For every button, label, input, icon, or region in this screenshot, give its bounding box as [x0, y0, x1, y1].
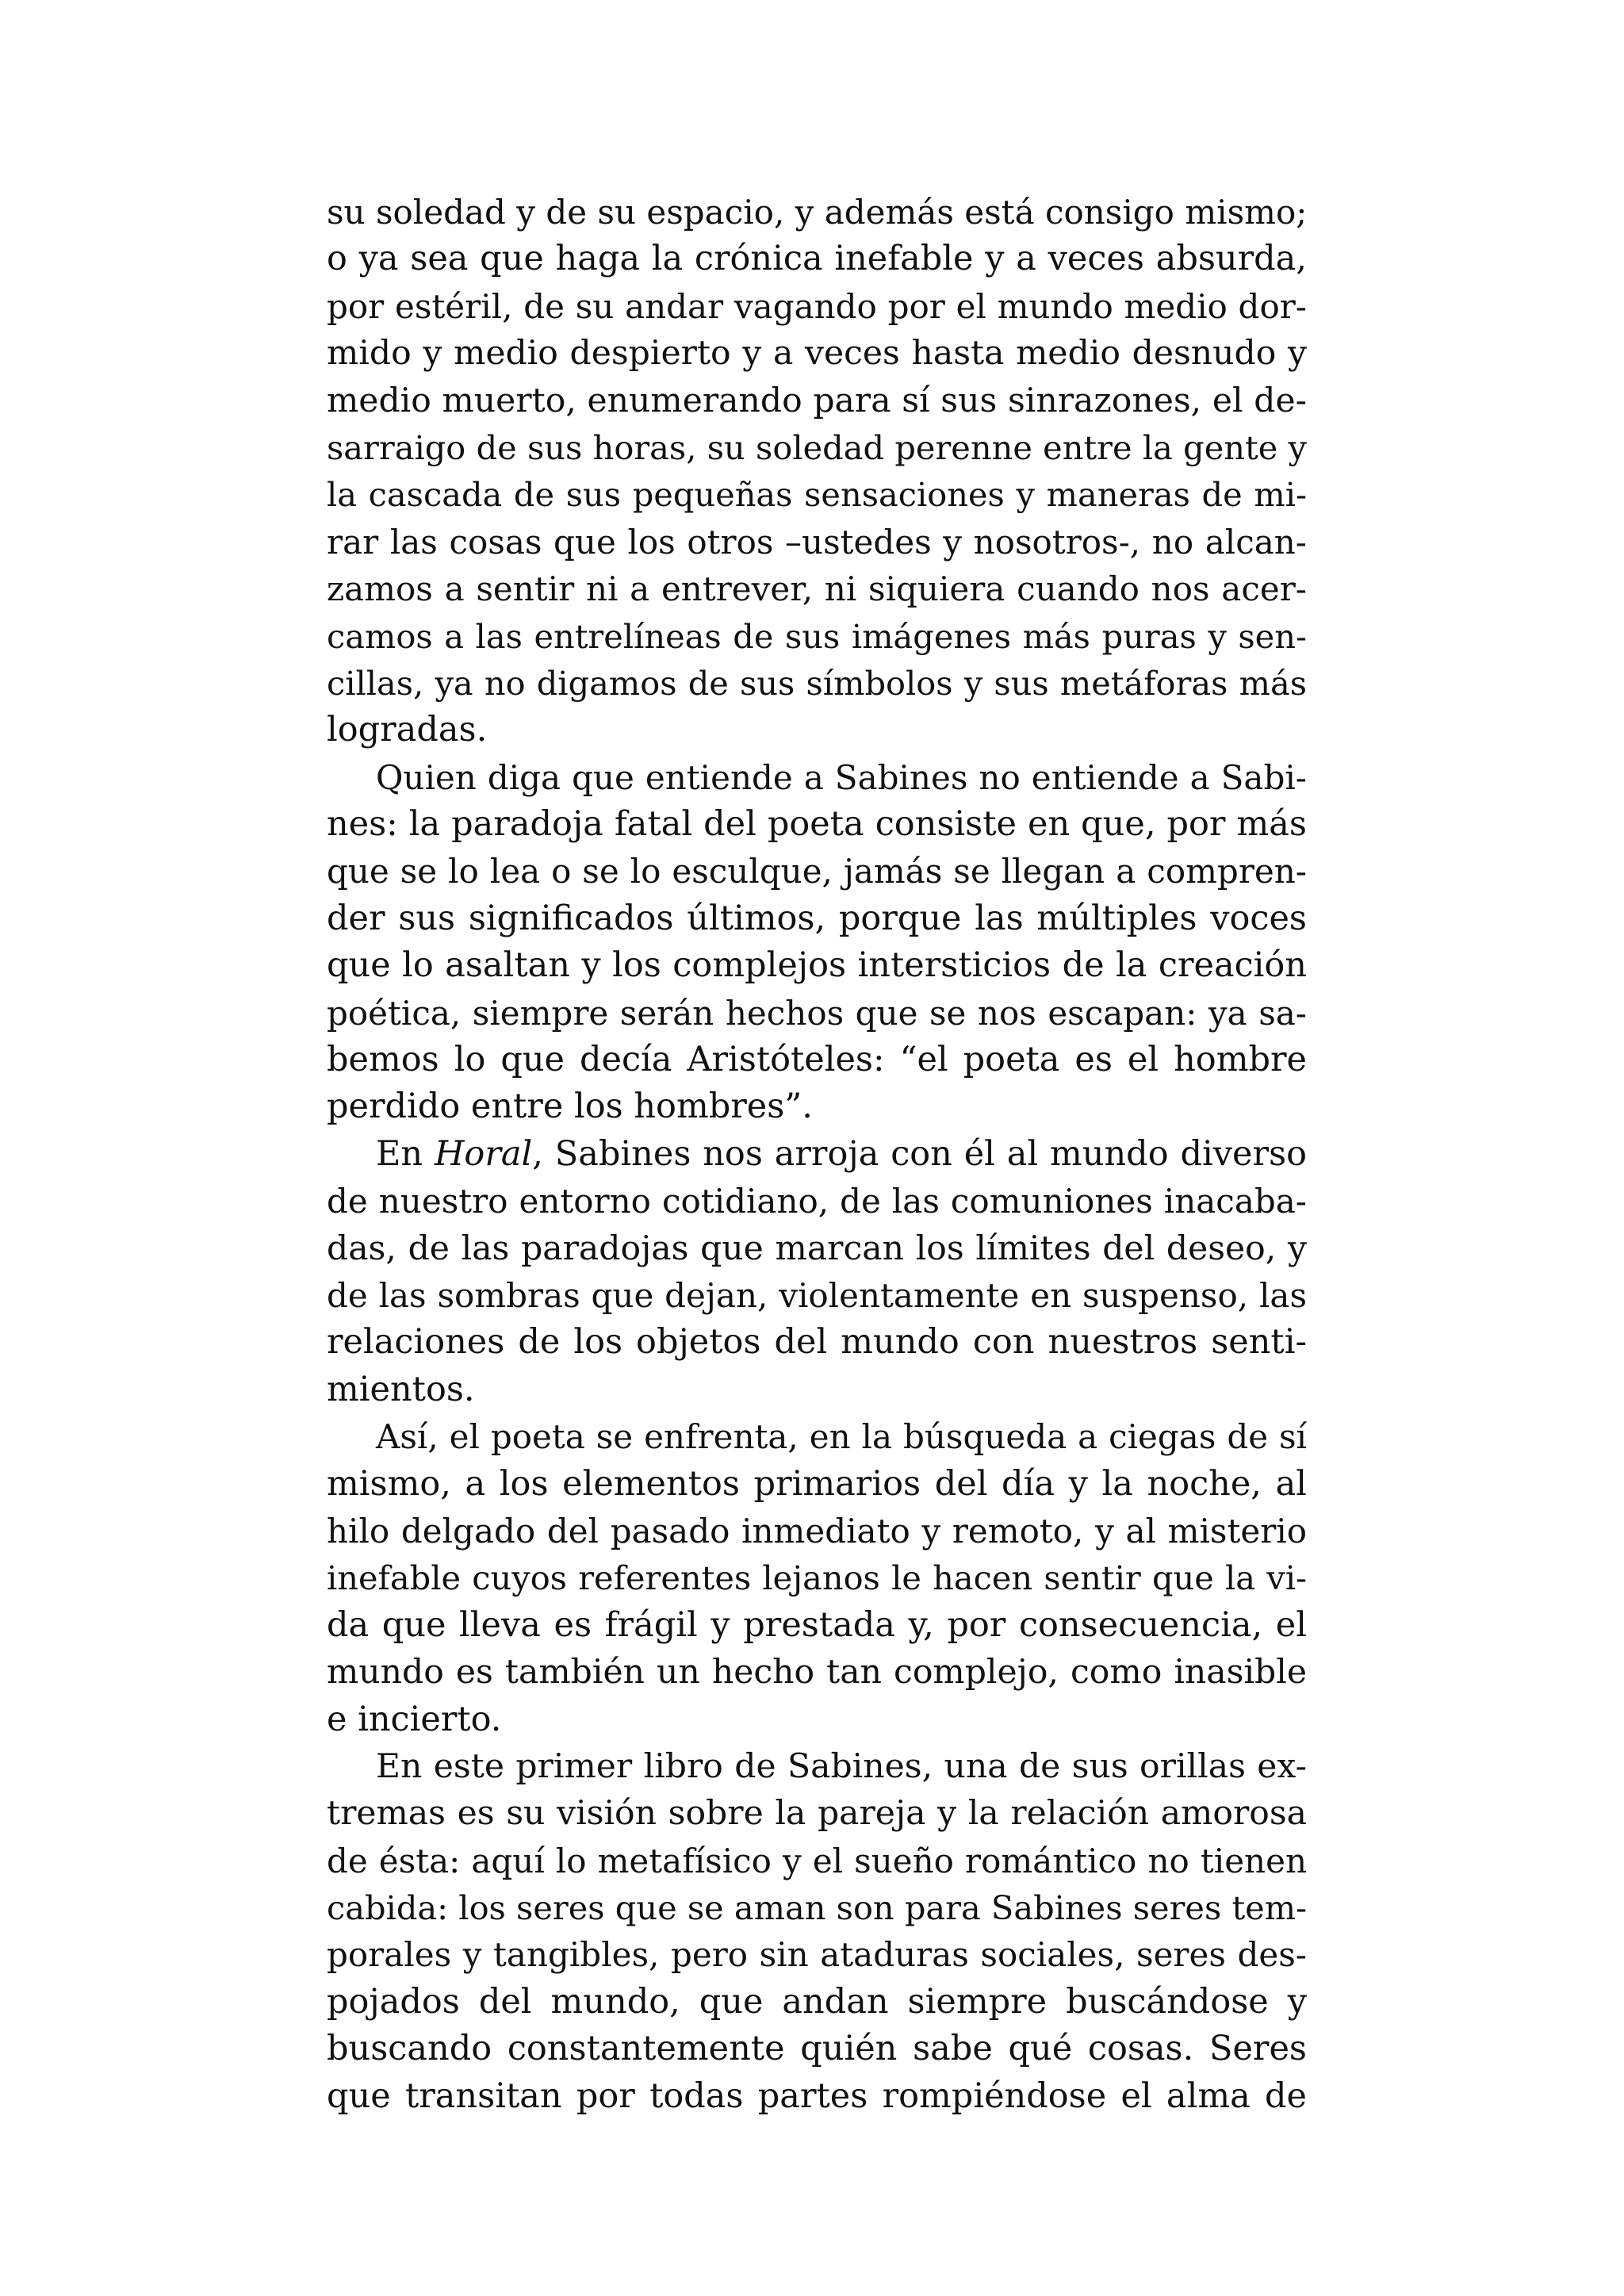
- paragraph-first-line: Así, el poeta se enfrenta, en la búsqueda a ciegas de sí: [376, 1417, 1307, 1457]
- text-line: bemos lo que decía Aristóteles: “el poeta es el hombre: [327, 1040, 1307, 1080]
- text-line: porales y tangibles, pero sin ataduras sociales, seres des-: [327, 1935, 1307, 1975]
- text-line: la cascada de sus pequeñas sensaciones y maneras de mi-: [327, 475, 1307, 515]
- line-lead: En: [376, 1133, 435, 1174]
- text-line: camos a las entrelíneas de sus imágenes más puras y sen-: [327, 616, 1307, 656]
- line-rest: , Sabines nos arroja con él al mundo diverso: [532, 1133, 1307, 1174]
- text-line: e incierto.: [327, 1699, 502, 1739]
- text-line: buscando constantemente quién sabe qué cosas. Seres: [327, 2029, 1307, 2069]
- text-line: mientos.: [327, 1369, 475, 1409]
- text-line: perdido entre los hombres”.: [327, 1087, 813, 1127]
- text-line: mismo, a los elementos primarios del día y la noche, al: [327, 1463, 1307, 1504]
- text-line: de ésta: aquí lo metafísico y el sueño romántico no tienen: [327, 1841, 1307, 1880]
- text-line: que lo asaltan y los complejos intersticios de la creación: [327, 945, 1307, 986]
- text-line: de nuestro entorno cotidiano, de las comuniones inacaba-: [327, 1182, 1307, 1221]
- text-line: pojados del mundo, que andan siempre buscándose y: [327, 1981, 1307, 2022]
- page-body: [327, 189, 1307, 2120]
- text-line: da que lleva es frágil y prestada y, por consecuencia, el: [327, 1604, 1307, 1645]
- text-line: poética, siempre serán hechos que se nos escapan: ya sa-: [327, 993, 1307, 1033]
- text-line: das, de las paradojas que marcan los límites del deseo, y: [327, 1228, 1307, 1268]
- text-line: tremas es su visión sobre la pareja y la relación amorosa: [327, 1794, 1307, 1834]
- text-line: medio muerto, enumerando para sí sus sinrazones, el de-: [327, 381, 1307, 420]
- paragraph-first-line: [327, 1131, 1307, 1178]
- text-line: hilo delgado del pasado inmediato y remoto, y al misterio: [327, 1511, 1307, 1550]
- text-line: que se lo lea o se lo esculque, jamás se llegan a compren-: [327, 852, 1307, 891]
- text-line: o ya sea que haga la crónica inefable y a veces absurda,: [327, 239, 1307, 279]
- book-title-horal: Horal: [434, 1133, 533, 1174]
- text-line: su soledad y de su espacio, y además está consigo mismo;: [327, 193, 1308, 232]
- text-line: zamos a sentir ni a entrever, ni siquiera cuando nos acer-: [327, 569, 1307, 609]
- text-line: cillas, ya no digamos de sus símbolos y sus metáforas más: [327, 663, 1307, 703]
- text-line: rar las cosas que los otros –ustedes y nosotros-, no alcan-: [327, 522, 1307, 562]
- text-line: por estéril, de su andar vagando por el mundo medio dor-: [327, 286, 1307, 326]
- text-line: sarraigo de sus horas, su soledad perenne entre la gente y: [327, 427, 1307, 467]
- text-line: inefable cuyos referentes lejanos le hacen sentir que la vi-: [327, 1558, 1307, 1598]
- text-line: mido y medio despierto y a veces hasta medio desnudo y: [327, 334, 1307, 374]
- text-line: mundo es también un hecho tan complejo, como inasible: [327, 1653, 1307, 1692]
- paragraph-first-line: En este primer libro de Sabines, una de sus orillas ex-: [376, 1746, 1307, 1786]
- text-line: nes: la paradoja fatal del poeta consiste en que, por más: [327, 804, 1307, 845]
- text-line: der sus significados últimos, porque las múltiples voces: [327, 898, 1307, 938]
- text-line: relaciones de los objetos del mundo con nuestros senti-: [327, 1322, 1307, 1363]
- text-line: que transitan por todas partes rompiéndose el alma de: [327, 2076, 1307, 2116]
- paragraph-first-line: Quien diga que entiende a Sabines no entiende a Sabi-: [376, 757, 1307, 797]
- text-line: logradas.: [327, 710, 488, 750]
- text-line: de las sombras que dejan, violentamente en suspenso, las: [327, 1275, 1307, 1315]
- text-line: cabida: los seres que se aman son para Sabines seres tem-: [327, 1888, 1308, 1928]
